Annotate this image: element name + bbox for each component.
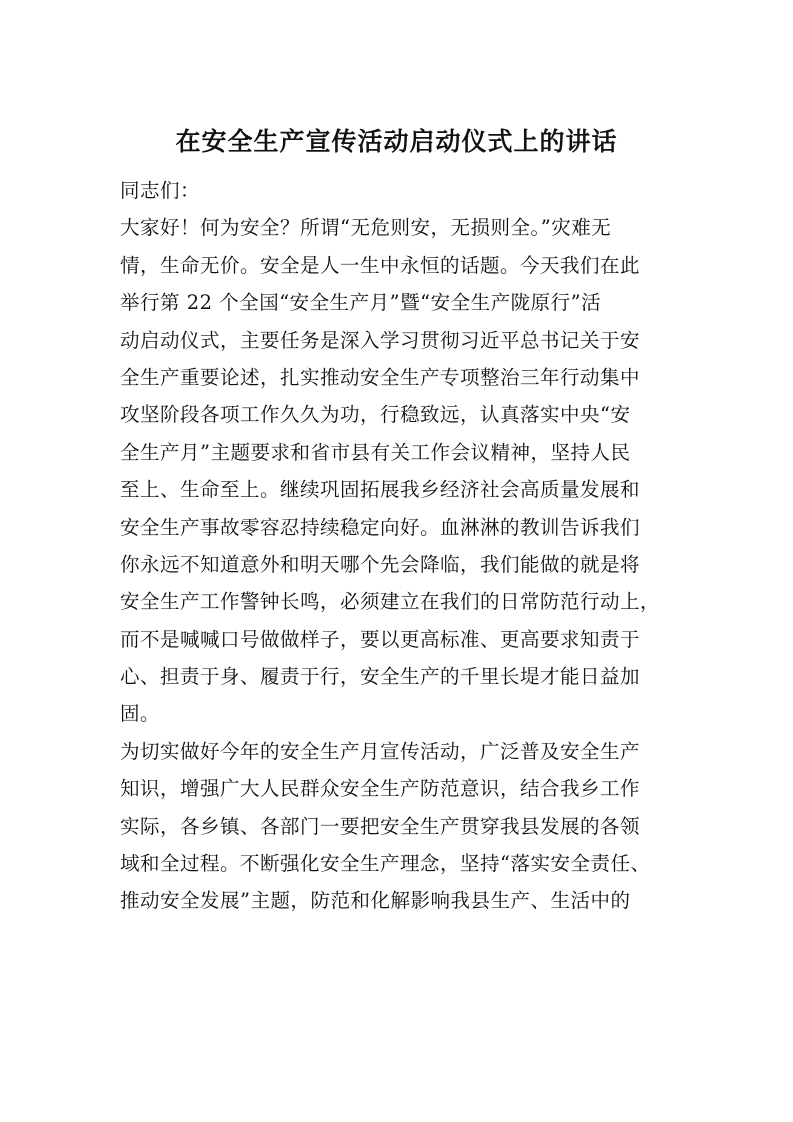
salutation-line: 同志们： xyxy=(120,179,201,202)
paragraph-line: 实际，各乡镇、各部门一要把安全生产贯穿我县发展的各领 xyxy=(120,814,641,838)
paragraph-line: 至上、生命至上。继续巩固拓展我乡经济社会高质量发展和 xyxy=(120,478,641,502)
paragraph-line: 而不是喊喊口号做做样子，要以更高标准、更高要求知责于 xyxy=(120,627,641,651)
paragraph-line: 安全生产事故零容忍持续稳定向好。血淋淋的教训告诉我们 xyxy=(120,515,641,539)
paragraph-line: 域和全过程。不断强化安全生产理念，坚持“落实安全责任、 xyxy=(120,852,651,876)
paragraph-line: 安全生产工作警钟长鸣，必须建立在我们的日常防范行动上， xyxy=(120,590,661,614)
paragraph-line: 全生产重要论述，扎实推动安全生产专项整治三年行动集中 xyxy=(120,365,641,389)
paragraph-line: 推动安全发展”主题，防范和化解影响我县生产、生活中的 xyxy=(120,889,631,913)
document-title: 在安全生产宣传活动启动仪式上的讲话 xyxy=(175,127,618,156)
document-body xyxy=(120,172,680,920)
paragraph-line: 全生产月”主题要求和省市县有关工作会议精神，坚持人民 xyxy=(120,440,631,464)
paragraph-line: 心、担责于身、履责于行，安全生产的千里长堤才能日益加 xyxy=(120,665,641,689)
paragraph-line: 情，生命无价。安全是人一生中永恒的话题。今天我们在此 xyxy=(120,253,641,277)
paragraph-line: 动启动仪式，主要任务是深入学习贯彻习近平总书记关于安 xyxy=(120,328,641,352)
paragraph-line: 大家好！何为安全？所谓“无危则安，无损则全。”灾难无 xyxy=(120,216,612,240)
paragraph-line: 知识，增强广大人民群众安全生产防范意识，结合我乡工作 xyxy=(120,777,641,801)
paragraph-line: 你永远不知道意外和明天哪个先会降临，我们能做的就是将 xyxy=(120,552,641,576)
paragraph-line: 固。 xyxy=(120,702,161,726)
paragraph-line: 举行第 22 个全国“安全生产月”暨“安全生产陇原行”活 xyxy=(120,291,602,315)
paragraph-line: 为切实做好今年的安全生产月宣传活动，广泛普及安全生产 xyxy=(120,739,641,763)
paragraph-line: 攻坚阶段各项工作久久为功，行稳致远，认真落实中央“安 xyxy=(120,403,631,427)
